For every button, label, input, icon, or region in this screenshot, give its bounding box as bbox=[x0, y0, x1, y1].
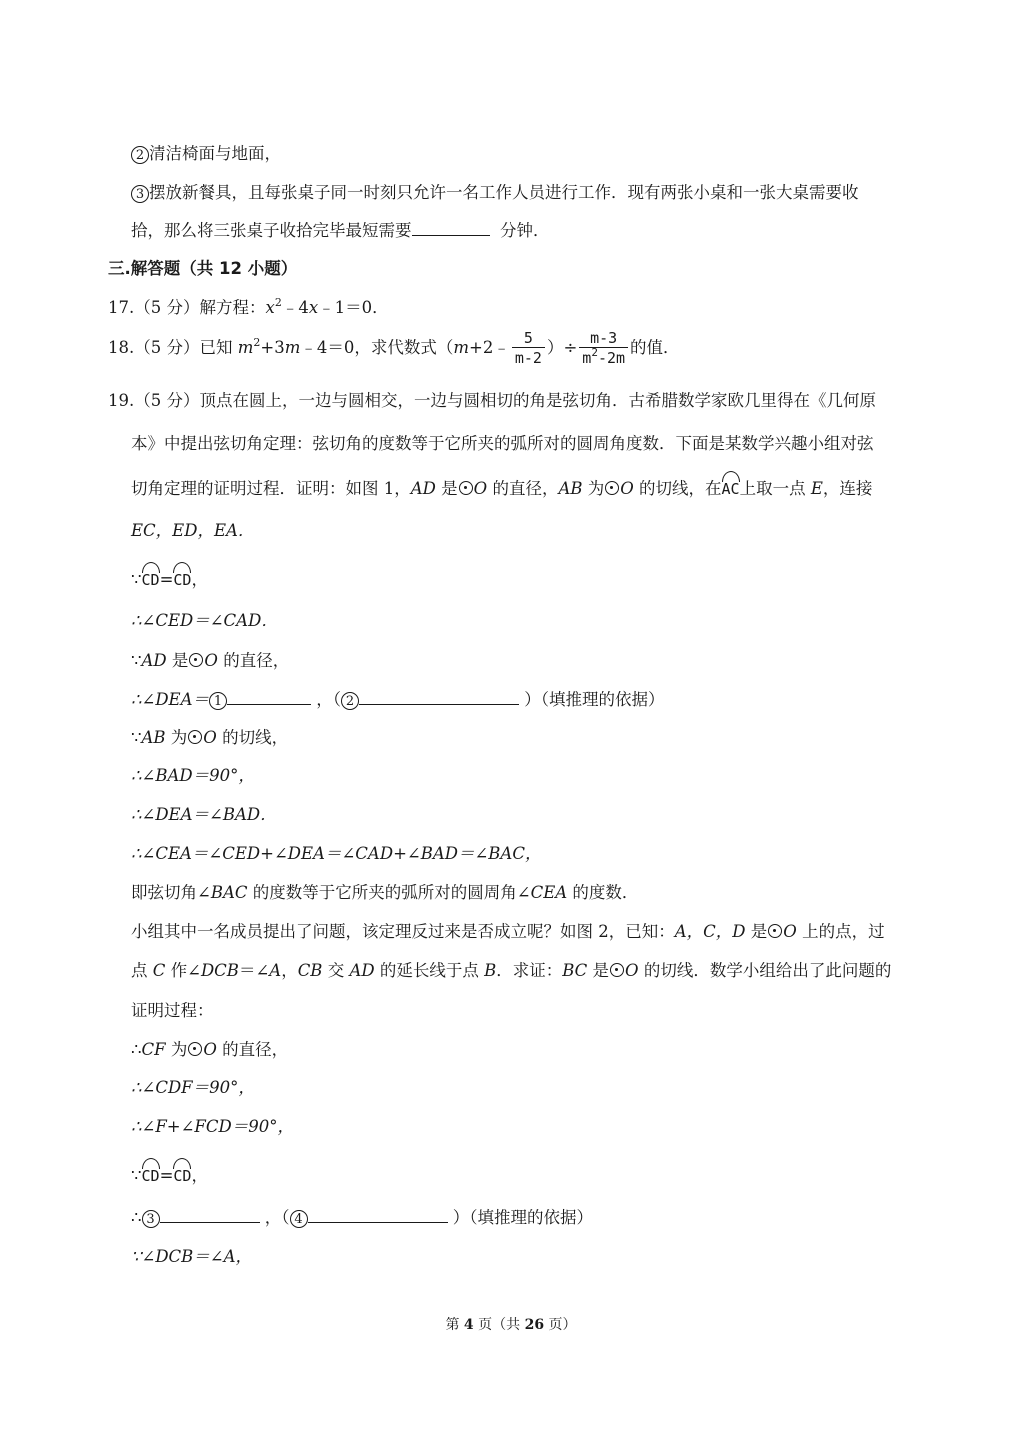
answer-blank-3[interactable] bbox=[160, 1206, 260, 1223]
fraction-2: $\frac{m-3}{m^2-2m}$ bbox=[579, 329, 628, 368]
proof-line-18: ∵∠DCB＝∠A， bbox=[131, 1247, 253, 1266]
question-19-line2: 本》中提出弦切角定理：弦切角的度数等于它所夹的弧所对的圆周角度数．下面是某数学兴趣小组对弦 bbox=[131, 434, 874, 453]
circle-o-icon bbox=[189, 653, 203, 667]
question-19-line1: 19.（5 分）顶点在圆上，一边与圆相交，一边与圆相切的角是弦切角．古希腊数学家欧几里得在《几何原 bbox=[108, 391, 876, 410]
proof-line-17: ∴ 3 ，（ 4 ）（填推理的依据） bbox=[131, 1208, 593, 1227]
fraction-1: $\frac{5}{m-2}$ bbox=[512, 329, 545, 368]
answer-blank[interactable] bbox=[412, 219, 490, 236]
q16-step2: 2 清洁椅面与地面， bbox=[131, 142, 281, 166]
answer-blank-2[interactable] bbox=[359, 688, 519, 705]
circle-o-icon bbox=[188, 730, 202, 744]
arc-cd: CD bbox=[173, 566, 191, 592]
proof-line-7: ∴∠DEA＝∠BAD． bbox=[131, 805, 277, 824]
arc-cd: CD bbox=[142, 566, 160, 592]
proof-line-16: ∵CD=CD， bbox=[131, 1162, 208, 1188]
circled-3-icon: 3 bbox=[131, 185, 149, 203]
circle-o-icon bbox=[768, 924, 782, 938]
proof-line-5: ∵AB 为 O 的切线， bbox=[131, 728, 289, 747]
circled-2-icon: 2 bbox=[131, 146, 149, 164]
answer-blank-1[interactable] bbox=[227, 688, 311, 705]
question-18: 18.（5 分）已知 $m^2+3m﹣4=0$，求代数式（m+2﹣ $\frac{5}{m-2}$ ）÷ $\frac{m-3}{m^2-2m}$ 的值． bbox=[108, 329, 680, 367]
proof-line-12: 证明过程： bbox=[131, 1001, 214, 1020]
arc-ac: AC bbox=[722, 475, 740, 501]
proof-line-14: ∴∠CDF＝90°， bbox=[131, 1078, 255, 1097]
question-17: 17.（5 分）解方程：$x^2﹣4x﹣1=0$． bbox=[108, 296, 389, 317]
circled-1-icon: 1 bbox=[209, 692, 227, 710]
answer-blank-4[interactable] bbox=[308, 1206, 448, 1223]
proof-line-13: ∴CF 为 O 的直径， bbox=[131, 1040, 289, 1059]
circle-o-icon bbox=[459, 481, 473, 495]
circle-o-icon bbox=[188, 1042, 202, 1056]
question-19-line3: 切角定理的证明过程．证明：如图 1，AD 是 O 的直径，AB 为 O 的切线，在AC上取一点 E，连接 bbox=[131, 475, 872, 501]
circled-3-icon: 3 bbox=[142, 1210, 160, 1228]
page-total: 26 bbox=[524, 1317, 545, 1333]
circle-o-icon bbox=[605, 481, 619, 495]
q16-step3-line1: 3 摆放新餐具，且每张桌子同一时刻只允许一名工作人员进行工作．现有两张小桌和一张大桌需要收 bbox=[131, 181, 859, 205]
circled-2-icon: 2 bbox=[341, 692, 359, 710]
page-footer: 第 4 页（共 26 页） bbox=[445, 1317, 577, 1333]
proof-line-9: 即弦切角∠BAC 的度数等于它所夹的弧所对的圆周角∠CEA 的度数． bbox=[131, 883, 639, 902]
proof-line-3: ∵AD 是 O 的直径， bbox=[131, 651, 290, 670]
proof-line-10: 小组其中一名成员提出了问题，该定理反过来是否成立呢？如图 2，已知：A，C，D 是 O 上的点，过 bbox=[131, 922, 885, 941]
q16-step3-line2: 拾，那么将三张桌子收拾完毕最短需要 分钟． bbox=[131, 221, 550, 240]
proof-line-11: 点 C 作∠DCB＝∠A，CB 交 AD 的延长线于点 B．求证：BC 是 O 的切线．数学小组给出了此问题的 bbox=[131, 961, 892, 980]
arc-cd: CD bbox=[173, 1162, 191, 1188]
proof-line-2: ∴∠CED＝∠CAD． bbox=[131, 611, 278, 630]
proof-line-1: ∵CD=CD， bbox=[131, 566, 208, 592]
circle-o-icon bbox=[610, 963, 624, 977]
proof-line-8: ∴∠CEA＝∠CED+∠DEA＝∠CAD+∠BAD＝∠BAC， bbox=[131, 844, 542, 863]
section-title: 三.解答题（共 12 小题） bbox=[108, 259, 298, 278]
circled-4-icon: 4 bbox=[290, 1210, 308, 1228]
proof-line-4: ∴∠DEA＝ 1 ，（ 2 ）（填推理的依据） bbox=[131, 690, 665, 709]
proof-line-15: ∴∠F+∠FCD＝90°， bbox=[131, 1117, 294, 1136]
question-19-line4: EC，ED，EA． bbox=[131, 521, 255, 540]
arc-cd: CD bbox=[142, 1162, 160, 1188]
proof-line-6: ∴∠BAD＝90°， bbox=[131, 766, 255, 785]
page-number: 4 bbox=[463, 1317, 474, 1333]
